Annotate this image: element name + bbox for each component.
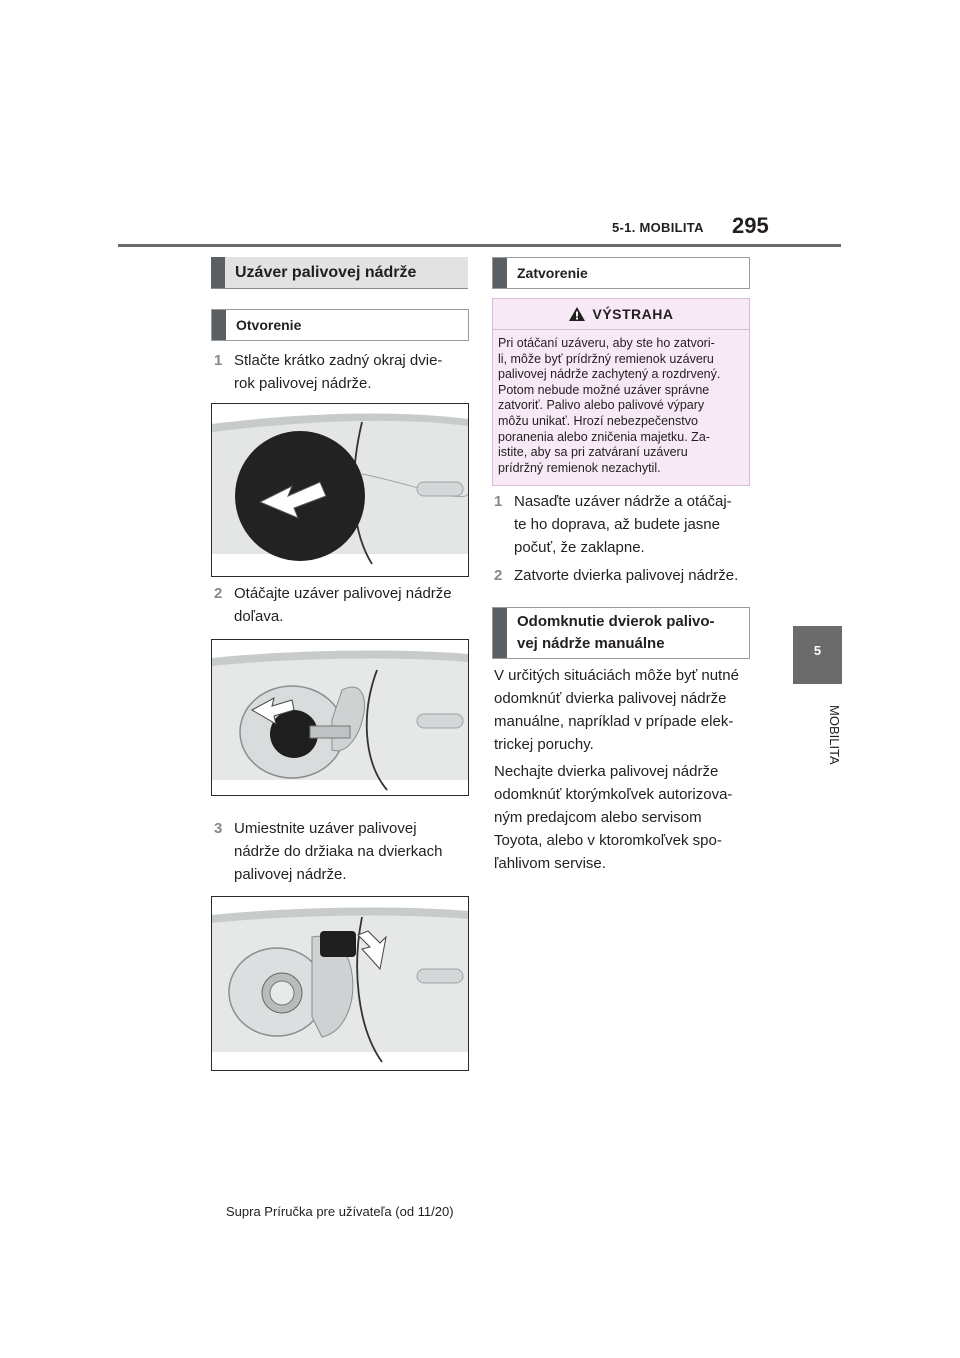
step-line: palivovej nádrže. [234, 866, 347, 883]
heading-line: Odomknutie dvierok palivo- [517, 613, 715, 630]
step-line: nádrže do držiaka na dvierkach [234, 843, 443, 860]
sub-heading-unlock [492, 607, 750, 659]
step-line: Otáčajte uzáver palivovej nádrže [234, 585, 452, 602]
warning-header [493, 299, 749, 330]
para-line: Toyota, alebo v ktoromkoľvek spo- [494, 832, 722, 849]
step-close-2 [494, 564, 756, 588]
para-line: ľahlivom servise. [494, 855, 606, 872]
sub-heading-close-text: Zatvorenie [517, 265, 588, 281]
warning-line: môžu unikať. Hrozí nebezpečenstvo [498, 413, 698, 428]
warning-line: prídržný remienok nezachytil. [498, 460, 661, 475]
paragraph-manual-unlock [494, 664, 756, 756]
heading-line: vej nádrže manuálne [517, 635, 665, 652]
section-title: 5-1. MOBILITA [612, 220, 704, 235]
paragraph-service [494, 760, 756, 875]
main-heading [211, 257, 468, 289]
chapter-label: MOBILITA [827, 705, 842, 765]
para-line: odomknúť ktorýmkoľvek autorizova- [494, 786, 733, 803]
warning-text [493, 330, 749, 476]
warning-title: VÝSTRAHA [592, 306, 674, 322]
main-heading-text: Uzáver palivovej nádrže [235, 263, 417, 281]
warning-icon [568, 306, 586, 322]
step-number: 2 [494, 567, 503, 584]
warning-box [492, 298, 750, 486]
step-number: 2 [214, 585, 223, 602]
sub-heading-unlock-text [507, 608, 725, 658]
step-number: 3 [214, 820, 223, 837]
figure-press-flap [211, 403, 469, 577]
step-line: Umiestnite uzáver palivovej [234, 820, 417, 837]
sub-heading-open-text: Otvorenie [236, 317, 302, 333]
step-close-1 [494, 490, 756, 560]
step-line: te ho doprava, až budete jasne [514, 516, 720, 533]
page-number: 295 [732, 213, 769, 238]
footer-text: Supra Príručka pre užívateľa (od 11/20) [226, 1204, 454, 1219]
step-line: doľava. [234, 608, 284, 625]
figure-place-cap [211, 896, 469, 1071]
step-line: Zatvorte dvierka palivovej nádrže. [514, 567, 739, 584]
step-open-2 [214, 582, 474, 630]
para-line: Nechajte dvierka palivovej nádrže [494, 763, 719, 780]
warning-line: Potom nebude možné uzáver správne [498, 382, 710, 397]
warning-line: istite, aby sa pri zatváraní uzáveru [498, 445, 688, 460]
warning-line: poranenia alebo zničenia majetku. Za- [498, 429, 710, 444]
heading-bar [493, 258, 507, 288]
step-line: rok palivovej nádrže. [234, 375, 372, 392]
para-line: V určitých situáciách môže byť nutné [494, 667, 739, 684]
header-rule [118, 244, 841, 247]
step-number: 1 [494, 493, 503, 510]
chapter-tab[interactable]: 5 [793, 626, 842, 684]
figure-turn-cap [211, 639, 469, 796]
step-line: počuť, že zaklapne. [514, 539, 645, 556]
sub-heading-close [492, 257, 750, 289]
para-line: manuálne, napríklad v prípade elek- [494, 713, 734, 730]
heading-bar [212, 310, 226, 340]
warning-line: zatvoriť. Palivo alebo palivové výpary [498, 398, 705, 413]
sub-heading-open [211, 309, 469, 341]
step-open-3 [214, 817, 474, 887]
step-line: Nasaďte uzáver nádrže a otáčaj- [514, 493, 732, 510]
heading-bar [211, 257, 225, 288]
heading-bar [493, 608, 507, 658]
warning-line: Pri otáčaní uzáveru, aby ste ho zatvori- [498, 336, 715, 350]
warning-line: li, môže byť prídržný remienok uzáveru [498, 351, 714, 366]
para-line: trickej poruchy. [494, 736, 594, 753]
step-number: 1 [214, 352, 223, 369]
warning-line: palivovej nádrže zachytený a rozdrvený. [498, 367, 721, 382]
step-open-1 [214, 349, 474, 397]
para-line: ným predajcom alebo servisom [494, 809, 702, 826]
step-line: Stlačte krátko zadný okraj dvie- [234, 352, 443, 369]
para-line: odomknúť dvierka palivovej nádrže [494, 690, 727, 707]
